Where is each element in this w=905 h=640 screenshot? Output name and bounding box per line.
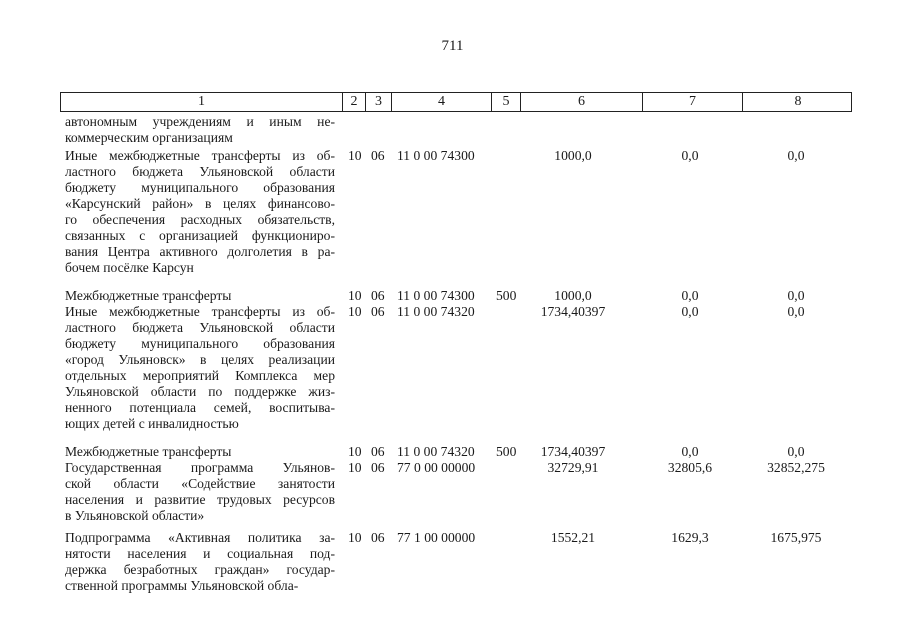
row-col-3: 06 [371,444,385,459]
row-col-2: 10 [348,444,362,459]
row-col-7: 0,0 [681,288,699,303]
row-col-7: 32805,6 [667,460,713,475]
description-line: держка безработных граждан» государ- [65,562,335,577]
row-col-4: 11 0 00 74320 [397,444,475,459]
row-description [65,444,335,460]
header-col-8: 8 [794,94,802,109]
row-col-4: 11 0 00 74320 [397,304,475,319]
row-col-8: 0,0 [787,148,805,163]
description-line: нятости населения и социальная под- [65,546,335,561]
row-col-2: 10 [348,288,362,303]
row-col-7: 0,0 [681,444,699,459]
description-line: населения и развитие трудовых ресурсов [65,492,335,507]
description-line: ластного бюджета Ульяновской области [65,164,335,179]
row-col-4: 11 0 00 74300 [397,148,475,163]
header-col-3: 3 [366,93,392,111]
row-col-4: 11 0 00 74300 [397,288,475,303]
description-line: Межбюджетные трансферты [65,444,232,459]
description-line: ственной программы Ульяновской обла- [65,578,299,593]
row-col-8: 1675,975 [770,530,822,545]
row-description [65,460,335,524]
row-col-8: 0,0 [787,304,805,319]
header-col-7: 7 [643,93,743,111]
description-line: в Ульяновской области» [65,508,205,523]
description-line: Межбюджетные трансферты [65,288,232,303]
row-col-3: 06 [371,460,385,475]
row-description [65,114,335,146]
description-line: ластного бюджета Ульяновской области [65,320,335,335]
description-line: отдельных мероприятий Комплекса мер [65,368,335,383]
row-col-6: 1734,40397 [540,444,606,459]
row-col-8: 32852,275 [767,460,825,475]
description-line: Ульяновской области по поддержке жиз- [65,384,335,399]
row-col-2: 10 [348,148,362,163]
description-line: ненного потенциала семей, воспитыва- [65,400,335,415]
description-line: бюджету муниципального образования [65,336,335,351]
description-line: связанных с организацией функциониро- [65,228,335,243]
description-line: «Карсунский район» в целях финансово- [65,196,335,211]
row-col-6: 1000,0 [554,148,592,163]
description-line: вания Центра активного долголетия в ра- [65,244,335,259]
description-line: Государственная программа Ульянов- [65,460,335,475]
row-col-4: 77 1 00 00000 [397,530,476,545]
description-line: бочем посёлке Карсун [65,260,194,275]
description-line: ющих детей с инвалидностью [65,416,239,431]
header-col-4: 4 [392,93,492,111]
description-line: коммерческим организациям [65,130,233,145]
row-col-2: 10 [348,460,362,475]
row-col-3: 06 [371,288,385,303]
row-description [65,288,335,304]
row-col-7: 1629,3 [671,530,709,545]
row-col-6: 1000,0 [554,288,592,303]
row-col-6: 1734,40397 [540,304,606,319]
row-col-8: 0,0 [787,288,805,303]
header-col-2: 2 [343,93,366,111]
row-description [65,304,335,432]
row-col-4: 77 0 00 00000 [397,460,476,475]
description-line: Иные межбюджетные трансферты из об- [65,148,335,163]
description-line: «город Ульяновск» в целях реализации [65,352,335,367]
description-line: го обеспечения расходных обязательств, [65,212,335,227]
row-col-7: 0,0 [681,148,699,163]
row-col-7: 0,0 [681,304,699,319]
description-line: Подпрограмма «Активная политика за- [65,530,335,545]
description-line: бюджету муниципального образования [65,180,335,195]
row-col-5: 500 [496,444,517,459]
row-col-3: 06 [371,530,385,545]
table-header [60,92,852,112]
header-col-5: 5 [492,93,521,111]
description-line: автономным учреждениям и иным не- [65,114,335,129]
page-number: 711 [441,38,464,54]
row-description [65,530,335,594]
description-line: ской области «Содействие занятости [65,476,335,491]
row-col-2: 10 [348,304,362,319]
row-col-5: 500 [496,288,517,303]
row-description [65,148,335,276]
row-col-6: 1552,21 [550,530,596,545]
row-col-3: 06 [371,304,385,319]
header-col-1: 1 [61,93,343,111]
row-col-3: 06 [371,148,385,163]
description-line: Иные межбюджетные трансферты из об- [65,304,335,319]
row-col-6: 32729,91 [547,460,599,475]
row-col-8: 0,0 [787,444,805,459]
row-col-2: 10 [348,530,362,545]
header-col-6: 6 [521,93,643,111]
